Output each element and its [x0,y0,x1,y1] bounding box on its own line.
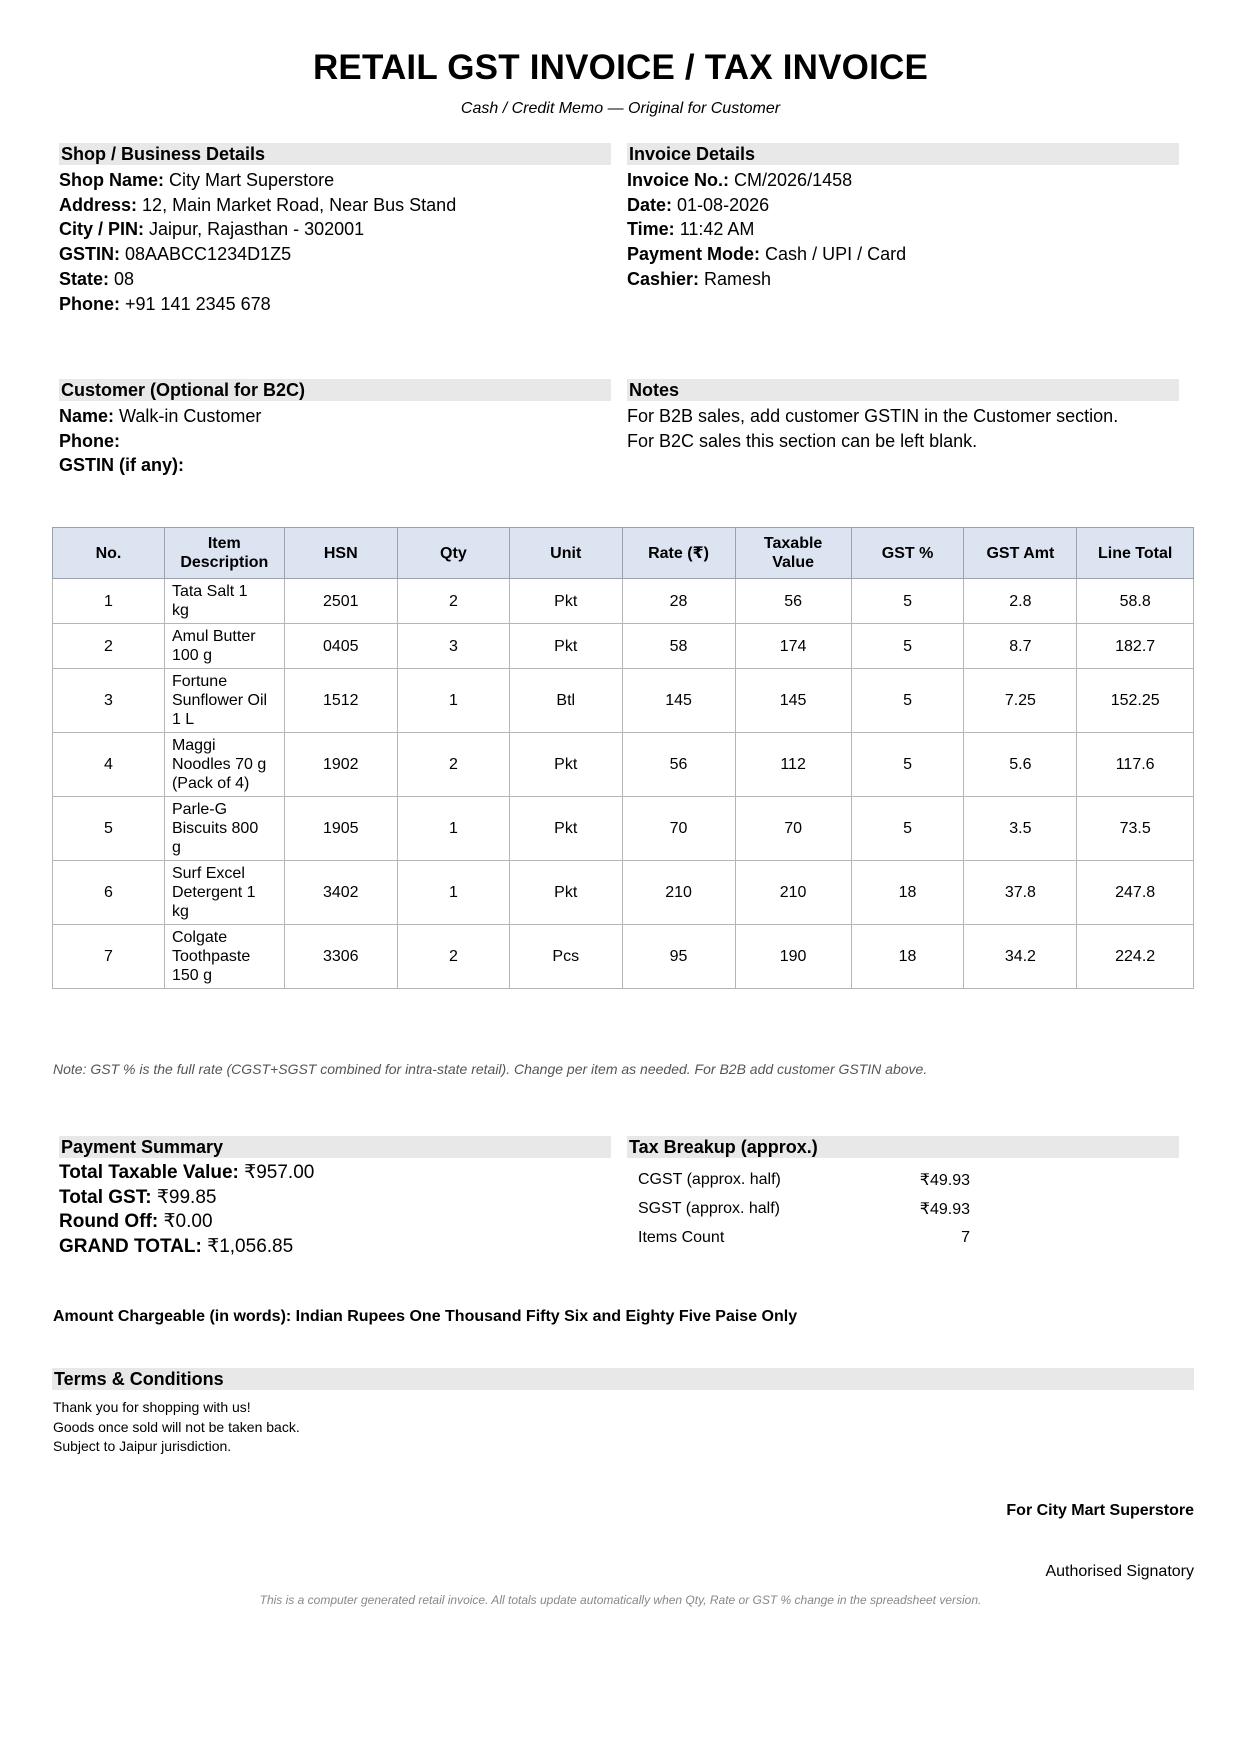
sgst-label: SGST (approx. half) [638,1199,780,1217]
authorised-signatory: Authorised Signatory [1045,1563,1194,1580]
customer-name-line: Name: Walk-in Customer [59,406,262,426]
cell-no: 2 [53,624,165,669]
shop-city-line: City / PIN: Jaipur, Rajasthan - 302001 [59,219,365,240]
notes-line-2: For B2C sales this section can be left blank. [627,430,978,451]
cell-gst-amt: 8.7 [964,624,1077,669]
notes-section [627,379,1179,453]
cell-no: 1 [53,579,165,624]
cgst-row [632,1165,976,1194]
invoice-no-line: Invoice No.: CM/2026/1458 [627,170,853,190]
customer-gstin-line: GSTIN (if any): [59,455,184,476]
items-count-label: Items Count [638,1228,725,1246]
cell-rate: 58 [622,624,735,669]
cell-gst-percent: 18 [851,861,964,925]
table-row [53,579,1194,624]
terms-line-2: Goods once sold will not be taken back. [53,1418,300,1435]
total-gst-line: Total GST: ₹99.85 [59,1186,217,1208]
invoice-no: CM/2026/1458 [734,170,853,190]
invoice-date-line: Date: 01-08-2026 [627,194,770,215]
amount-in-words: Amount Chargeable (in words): Indian Rupees One Thousand Fifty Six and Eighty Five Paise Only [53,1308,798,1325]
cell-qty: 1 [397,861,509,925]
cell-line-total: 117.6 [1077,733,1194,797]
cell-hsn: 1512 [284,669,397,733]
total-taxable-line: Total Taxable Value: ₹957.00 [59,1162,315,1183]
cell-gst-amt: 3.5 [964,797,1077,861]
items-table [52,527,1194,989]
terms-body [53,1398,300,1457]
invoice-subtitle: Cash / Credit Memo — Original for Customer [460,100,781,117]
payment-heading: Payment Summary [59,1136,611,1158]
cell-rate: 56 [622,733,735,797]
cell-hsn: 1905 [284,797,397,861]
cell-no: 4 [53,733,165,797]
cell-taxable-value: 145 [735,669,851,733]
cell-qty: 3 [397,624,509,669]
terms-line-3: Subject to Jaipur jurisdiction. [53,1438,232,1455]
cgst-value: ₹49.93 [919,1171,970,1189]
cashier: Ramesh [704,268,772,289]
col-header-line-total: Line Total [1077,528,1194,579]
cell-no: 6 [53,861,165,925]
cell-hsn: 1902 [284,733,397,797]
cell-unit: Btl [509,669,622,733]
cell-unit: Pcs [509,925,622,989]
payment-mode: Cash / UPI / Card [765,244,907,265]
items-count-value: 7 [961,1228,970,1246]
cell-unit: Pkt [509,797,622,861]
cell-line-total: 182.7 [1077,624,1194,669]
cell-unit: Pkt [509,733,622,797]
cell-rate: 95 [622,925,735,989]
cell-qty: 1 [397,669,509,733]
invoice-date: 01-08-2026 [677,194,770,215]
cell-taxable-value: 190 [735,925,851,989]
shop-state: 08 [114,268,135,289]
notes-line-1: For B2B sales, add customer GSTIN in the Customer section. [627,406,1119,426]
cell-gst-percent: 5 [851,733,964,797]
cell-gst-percent: 5 [851,797,964,861]
table-row [53,624,1194,669]
shop-phone-line: Phone: +91 141 2345 678 [59,293,271,314]
customer-heading: Customer (Optional for B2C) [59,379,611,401]
cell-item-description: Maggi Noodles 70 g (Pack of 4) [164,733,284,797]
cell-taxable-value: 70 [735,797,851,861]
footer-note: This is a computer generated retail invoice. All totals update automatically when Qty, Rate or GST % change in the spreadsheet version. [259,1593,982,1607]
col-header-gst-percent: GST % [851,528,964,579]
shop-address: 12, Main Market Road, Near Bus Stand [142,194,457,215]
tax-breakup [627,1136,1179,1158]
cell-unit: Pkt [509,861,622,925]
cell-rate: 145 [622,669,735,733]
cell-taxable-value: 56 [735,579,851,624]
shop-name-line: Shop Name: City Mart Superstore [59,170,335,190]
cell-taxable-value: 174 [735,624,851,669]
customer-details [59,379,611,478]
cell-hsn: 0405 [284,624,397,669]
tax-breakup-table [632,1165,976,1252]
shop-heading: Shop / Business Details [59,143,611,165]
round-off: ₹0.00 [163,1211,213,1232]
cell-item-description: Amul Butter 100 g [164,624,284,669]
items-count-row [632,1223,976,1252]
cell-unit: Pkt [509,624,622,669]
cell-item-description: Colgate Toothpaste 150 g [164,925,284,989]
col-header-no: No. [53,528,165,579]
tax-heading: Tax Breakup (approx.) [627,1136,1179,1158]
shop-address-line: Address: 12, Main Market Road, Near Bus Stand [59,194,457,215]
total-taxable: ₹957.00 [244,1162,315,1183]
round-off-line: Round Off: ₹0.00 [59,1211,213,1232]
payment-mode-line: Payment Mode: Cash / UPI / Card [627,244,907,265]
cgst-label: CGST (approx. half) [638,1170,781,1188]
cell-gst-amt: 5.6 [964,733,1077,797]
cell-line-total: 58.8 [1077,579,1194,624]
cell-gst-amt: 7.25 [964,669,1077,733]
table-row [53,797,1194,861]
shop-state-line: State: 08 [59,268,135,289]
table-row [53,861,1194,925]
cell-qty: 2 [397,733,509,797]
for-shop-label: For City Mart Superstore [1006,1502,1194,1519]
total-gst: ₹99.85 [156,1186,217,1208]
cell-item-description: Parle-G Biscuits 800 g [164,797,284,861]
cell-gst-percent: 5 [851,624,964,669]
col-header-rate: Rate (₹) [622,528,735,579]
col-header-qty: Qty [397,528,509,579]
cell-line-total: 152.25 [1077,669,1194,733]
invoice-time-line: Time: 11:42 AM [627,219,755,240]
shop-gstin: 08AABCC1234D1Z5 [125,244,292,265]
cell-line-total: 247.8 [1077,861,1194,925]
cell-gst-percent: 18 [851,925,964,989]
cell-gst-amt: 2.8 [964,579,1077,624]
terms-line-1: Thank you for shopping with us! [53,1399,251,1415]
cell-qty: 2 [397,579,509,624]
invoice-time: 11:42 AM [679,219,755,240]
payment-summary [59,1136,611,1259]
cell-line-total: 224.2 [1077,925,1194,989]
grand-total-line: GRAND TOTAL: ₹1,056.85 [59,1235,294,1257]
cell-gst-amt: 34.2 [964,925,1077,989]
cell-rate: 28 [622,579,735,624]
cell-rate: 210 [622,861,735,925]
invoice-title: RETAIL GST INVOICE / TAX INVOICE [312,48,929,87]
cell-no: 7 [53,925,165,989]
customer-name: Walk-in Customer [119,406,262,426]
cell-taxable-value: 210 [735,861,851,925]
cell-gst-amt: 37.8 [964,861,1077,925]
terms-heading: Terms & Conditions [52,1368,1194,1390]
cell-hsn: 3306 [284,925,397,989]
shop-phone: +91 141 2345 678 [125,293,271,314]
cell-no: 3 [53,669,165,733]
cell-item-description: Surf Excel Detergent 1 kg [164,861,284,925]
customer-phone-line: Phone: [59,430,120,451]
cell-item-description: Tata Salt 1 kg [164,579,284,624]
cashier-line: Cashier: Ramesh [627,268,772,289]
table-row [53,669,1194,733]
cell-hsn: 3402 [284,861,397,925]
cell-no: 5 [53,797,165,861]
cell-taxable-value: 112 [735,733,851,797]
col-header-unit: Unit [509,528,622,579]
cell-line-total: 73.5 [1077,797,1194,861]
invoice-heading: Invoice Details [627,143,1179,165]
col-header-hsn: HSN [284,528,397,579]
invoice-details [627,143,1179,292]
terms-section [52,1368,1194,1390]
col-header-gst-amt: GST Amt [964,528,1077,579]
cell-unit: Pkt [509,579,622,624]
shop-details [59,143,611,316]
col-header-taxable-value: Taxable Value [735,528,851,579]
shop-name: City Mart Superstore [169,170,335,190]
table-header-row [53,528,1194,579]
cell-item-description: Fortune Sunflower Oil 1 L [164,669,284,733]
cell-qty: 1 [397,797,509,861]
col-header-item-description: Item Description [164,528,284,579]
grand-total: ₹1,056.85 [207,1235,294,1257]
shop-city: Jaipur, Rajasthan - 302001 [149,219,365,240]
cell-rate: 70 [622,797,735,861]
gst-note: Note: GST % is the full rate (CGST+SGST combined for intra-state retail). Change per item as needed. For B2B add customer GSTIN above. [53,1061,928,1077]
cell-hsn: 2501 [284,579,397,624]
sgst-value: ₹49.93 [919,1200,970,1218]
table-row [53,925,1194,989]
sgst-row [632,1194,976,1223]
cell-gst-percent: 5 [851,579,964,624]
table-row [53,733,1194,797]
cell-gst-percent: 5 [851,669,964,733]
shop-gstin-line: GSTIN: 08AABCC1234D1Z5 [59,244,292,265]
cell-qty: 2 [397,925,509,989]
notes-heading: Notes [627,379,1179,401]
